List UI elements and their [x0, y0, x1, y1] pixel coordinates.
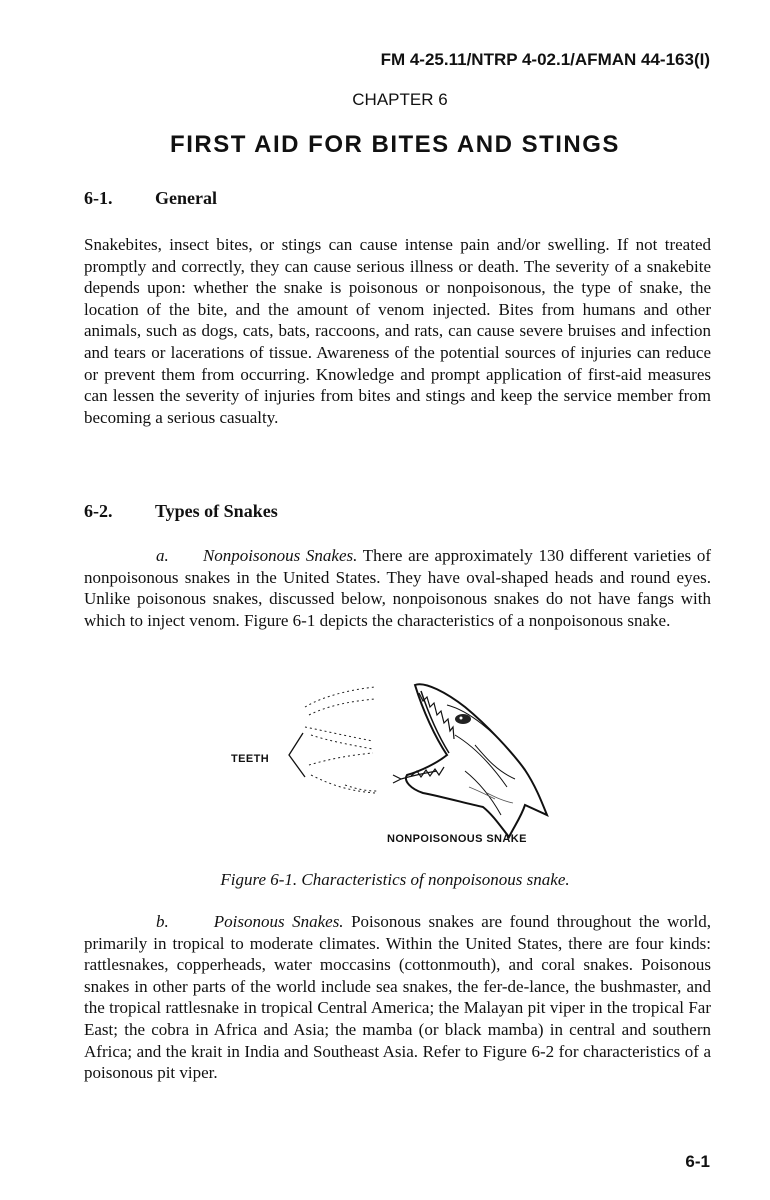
figure-caption: Figure 6-1. Characteristics of nonpoisonous snake. [220, 870, 570, 889]
para-text: There are approximately 130 different varieties of nonpoisonous snakes in the United States. They have oval-shaped heads and round eyes. Unlike poisonous snakes, discussed below, nonpoisonous snakes do not have fangs with which to inject venom. Figure 6-1 depicts the characteristics of a nonpoisonous snake. [84, 546, 711, 630]
para-label: Poisonous Snakes. [213, 912, 344, 931]
para-text: Poisonous snakes are found throughout the world, primarily in tropical to moderate climates. Within the United States, there are four kinds: rattlesnakes, copperheads, water moccasins (cottonmouth), and coral snakes. Poisonous snakes in other parts of the world include sea snakes, the fer-de-lance, the bushmaster, and the tropical rattlesnake in tropical Central America; the Malayan pit viper in the tropical Far East; the cobra in Africa and Asia; the mamba (or black mamba) in central and southern Africa; and the krait in India and Southeast Asia. Refer to Figure 6-2 for characteristics of a poisonous pit viper. [84, 912, 712, 1083]
poisonous-paragraph [84, 911, 711, 1084]
document-code: FM 4-25.11/NTRP 4-02.1/AFMAN 44-163(I) [380, 50, 710, 69]
page-number: 6-1 [685, 1152, 710, 1171]
para-letter: b. [156, 912, 169, 931]
para-label: Nonpoisonous Snakes. [202, 546, 358, 565]
section-heading-general [84, 188, 217, 209]
section-heading-types-of-snakes [84, 501, 278, 522]
section-number: 6-2. [84, 501, 113, 521]
nonpoisonous-snake-figure [225, 675, 565, 855]
section-number: 6-1. [84, 188, 113, 208]
nonpoisonous-snake-label: NONPOISONOUS SNAKE [387, 833, 527, 845]
para-letter: a. [156, 546, 169, 565]
general-paragraph: Snakebites, insect bites, or stings can cause intense pain and/or swelling. If not treated promptly and correctly, they can cause serious illness or death. The severity of a snakebite depends upon: whether the snake is poisonous or nonpoisonous, the type of snake, the location of the bite, and the amount of venom injected. Bites from humans and other animals, such as dogs, cats, bats, raccoons, and rats, can cause severe bruises and infection and tears or lacerations of tissue. Awareness of the potential sources of injuries can reduce or prevent them from occurring. Knowledge and prompt application of first-aid measures can lessen the severity of injuries from bites and stings and keep the service member from becoming a serious casualty. [84, 235, 711, 427]
section-title: General [155, 188, 217, 208]
page-title: FIRST AID FOR BITES AND STINGS [170, 131, 620, 158]
section-title: Types of Snakes [155, 501, 278, 521]
teeth-label: TEETH [231, 753, 270, 765]
chapter-label: CHAPTER 6 [352, 90, 448, 109]
snake-head-illustration [225, 675, 565, 855]
nonpoisonous-paragraph [84, 545, 711, 631]
